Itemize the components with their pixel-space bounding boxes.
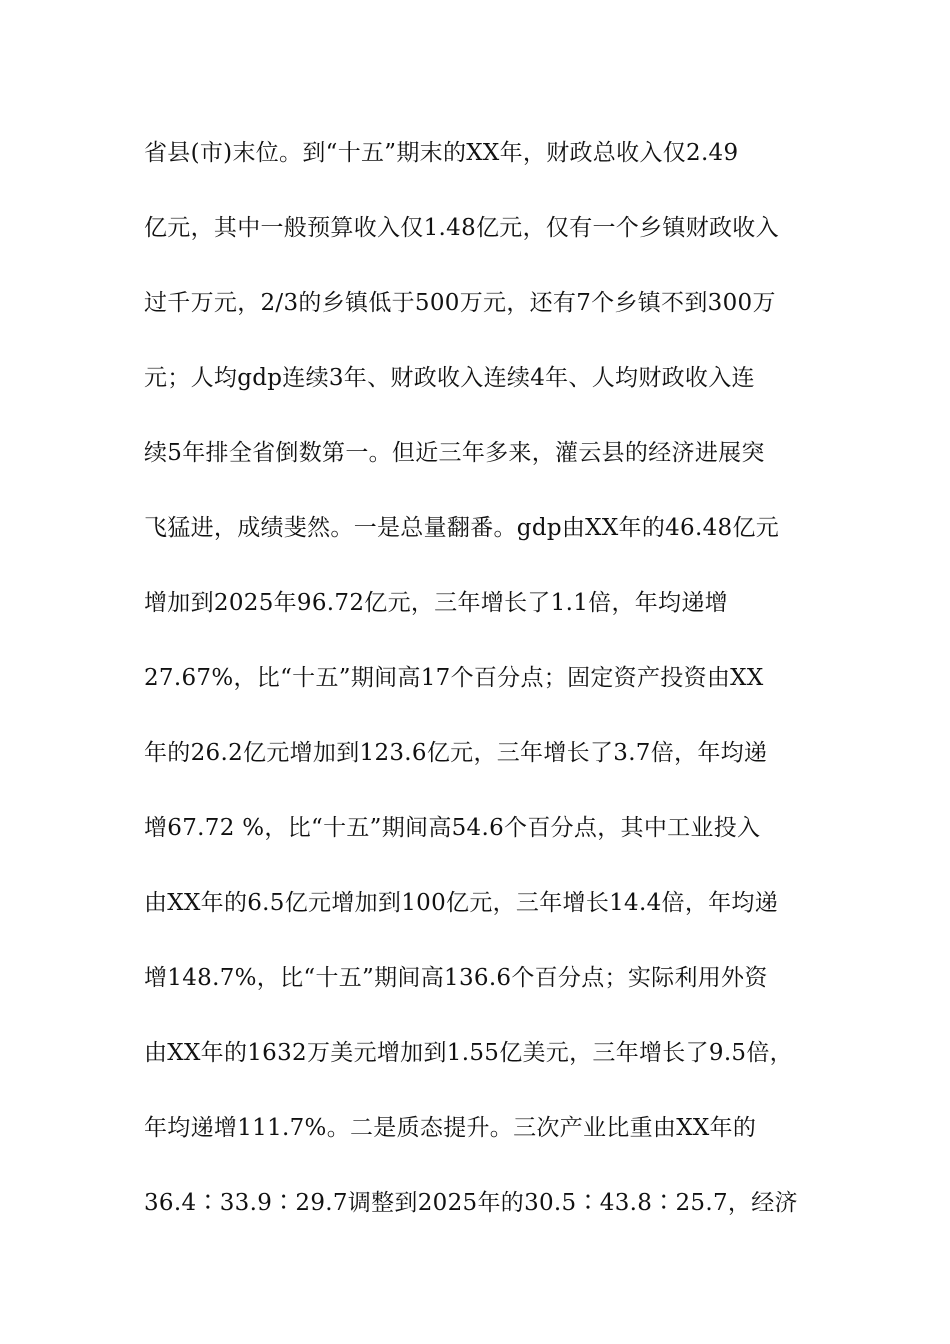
- text-line: 年均递增111.7%。二是质态提升。三次产业比重由XX年的: [144, 1115, 757, 1141]
- text-line: 续5年排全省倒数第一。但近三年多来，灌云县的经济进展突: [144, 440, 765, 466]
- text-line: 由XX年的1632万美元增加到1.55亿美元，三年增长了9.5倍，: [144, 1040, 793, 1066]
- text-line: 由XX年的6.5亿元增加到100亿元，三年增长14.4倍，年均递: [144, 890, 779, 916]
- text-line: 过千万元，2/3的乡镇低于500万元，还有7个乡镇不到300万: [144, 290, 776, 316]
- text-line: 省县(市)末位。到“十五”期末的XX年，财政总收入仅2.49: [144, 140, 739, 166]
- text-line: 27.67%，比“十五”期间高17个百分点；固定资产投资由XX: [144, 665, 764, 691]
- text-line: 飞猛进，成绩斐然。一是总量翻番。gdp由XX年的46.48亿元: [144, 515, 780, 541]
- text-line: 元；人均gdp连续3年、财政收入连续4年、人均财政收入连: [144, 365, 755, 391]
- text-line: 增67.72 %，比“十五”期间高54.6个百分点，其中工业投入: [144, 815, 761, 841]
- text-line: 增148.7%，比“十五”期间高136.6个百分点；实际利用外资: [144, 965, 768, 991]
- text-line: 增加到2025年96.72亿元，三年增长了1.1倍，年均递增: [144, 590, 728, 616]
- text-line: 亿元，其中一般预算收入仅1.48亿元，仅有一个乡镇财政收入: [144, 215, 779, 241]
- body-text: [144, 131, 814, 1256]
- text-line: 36.4∶33.9∶29.7调整到2025年的30.5∶43.8∶25.7，经济: [144, 1190, 798, 1216]
- text-line: 年的26.2亿元增加到123.6亿元，三年增长了3.7倍，年均递: [144, 740, 768, 766]
